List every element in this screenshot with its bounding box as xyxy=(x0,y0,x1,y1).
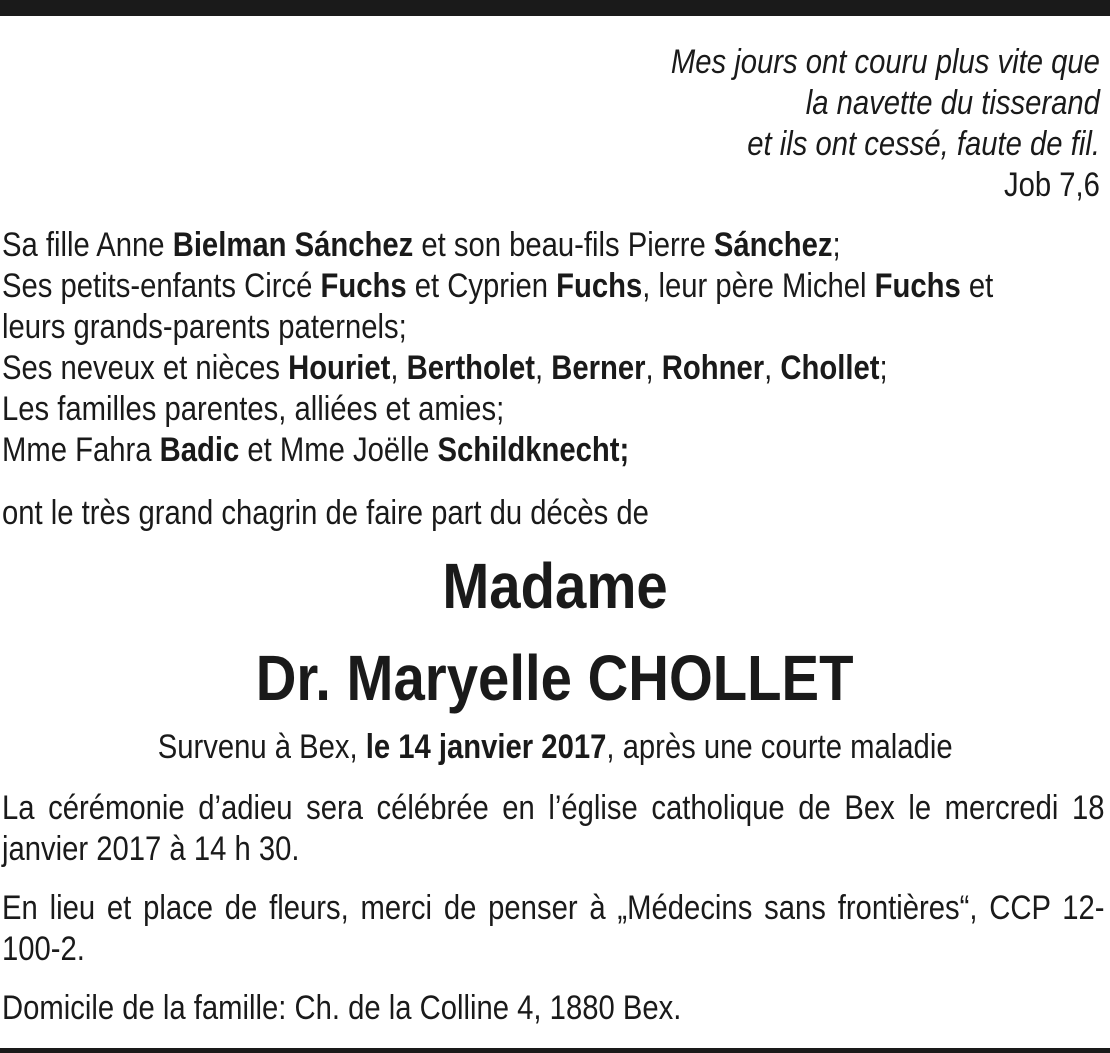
family-text: et xyxy=(960,267,994,305)
name-line: Dr. Maryelle CHOLLET xyxy=(256,642,854,714)
verse-reference: Job 7,6 xyxy=(1004,166,1100,204)
family-text: Mme Fahra xyxy=(2,431,160,469)
family-name: Fuchs xyxy=(874,267,961,305)
family-name: Berner xyxy=(551,349,646,387)
family-text: Ses neveux et nièces xyxy=(2,349,289,387)
bottom-border-rule xyxy=(0,1048,1110,1053)
family-line-daughter xyxy=(2,225,1105,266)
family-name: Fuchs xyxy=(320,267,407,305)
verse-line-1: Mes jours ont couru plus vite que xyxy=(670,43,1100,81)
family-text: et son beau-fils Pierre xyxy=(413,226,714,264)
family-text: Ses petits-enfants Circé xyxy=(2,267,321,305)
family-name: Houriet xyxy=(288,349,391,387)
date-value: le 14 janvier 2017 xyxy=(365,728,607,766)
family-name: Bertholet xyxy=(406,349,536,387)
ceremony-paragraph: La cérémonie d’adieu sera célébrée en l’église catholique de Bex le mercredi 18 janvier 2017 à 14 h 30. xyxy=(2,789,1105,868)
family-text: et Cyprien xyxy=(406,267,557,305)
family-text: ; xyxy=(879,349,888,387)
family-list xyxy=(2,225,1105,471)
family-line-grandparents: leurs grands-parents paternels; xyxy=(2,308,407,346)
top-border-rule xyxy=(0,0,1110,16)
family-name: Chollet xyxy=(780,349,880,387)
family-text: Sa fille Anne xyxy=(2,226,173,264)
family-text: , xyxy=(764,349,781,387)
family-name: Bielman Sánchez xyxy=(172,226,414,264)
verse-line-3: et ils ont cessé, faute de fil. xyxy=(747,125,1100,163)
family-name: Badic xyxy=(159,431,240,469)
family-line-nephews xyxy=(2,348,1105,389)
announcement-intro: ont le très grand chagrin de faire part du décès de xyxy=(2,494,649,532)
family-name: Fuchs xyxy=(556,267,643,305)
family-text: , xyxy=(645,349,662,387)
family-text: et Mme Joëlle xyxy=(239,431,438,469)
family-line-grandchildren xyxy=(2,266,1105,307)
epigraph-verse xyxy=(671,42,1100,206)
family-line-relatives: Les familles parentes, alliées et amies; xyxy=(2,390,505,428)
deceased-name xyxy=(0,643,1110,713)
family-text: , leur père Michel xyxy=(642,267,875,305)
family-line-friends xyxy=(2,430,1105,471)
family-name: Rohner xyxy=(661,349,765,387)
date-text: Survenu à Bex, xyxy=(157,728,366,766)
family-text: ; xyxy=(832,226,841,264)
verse-line-2: la navette du tisserand xyxy=(805,84,1100,122)
deceased-title xyxy=(0,551,1110,621)
family-text: , xyxy=(390,349,407,387)
donation-paragraph: En lieu et place de fleurs, merci de penser à „Médecins sans frontières“, CCP 12-100-2. xyxy=(2,889,1105,968)
family-name: Sánchez xyxy=(713,226,833,264)
family-text: , xyxy=(535,349,552,387)
family-name: Schildknecht; xyxy=(437,431,630,469)
date-of-death xyxy=(0,727,1110,768)
date-text: , après une courte maladie xyxy=(606,728,953,766)
title-line: Madame xyxy=(442,550,668,622)
domicile-paragraph: Domicile de la famille: Ch. de la Colline 4, 1880 Bex. xyxy=(2,989,682,1027)
